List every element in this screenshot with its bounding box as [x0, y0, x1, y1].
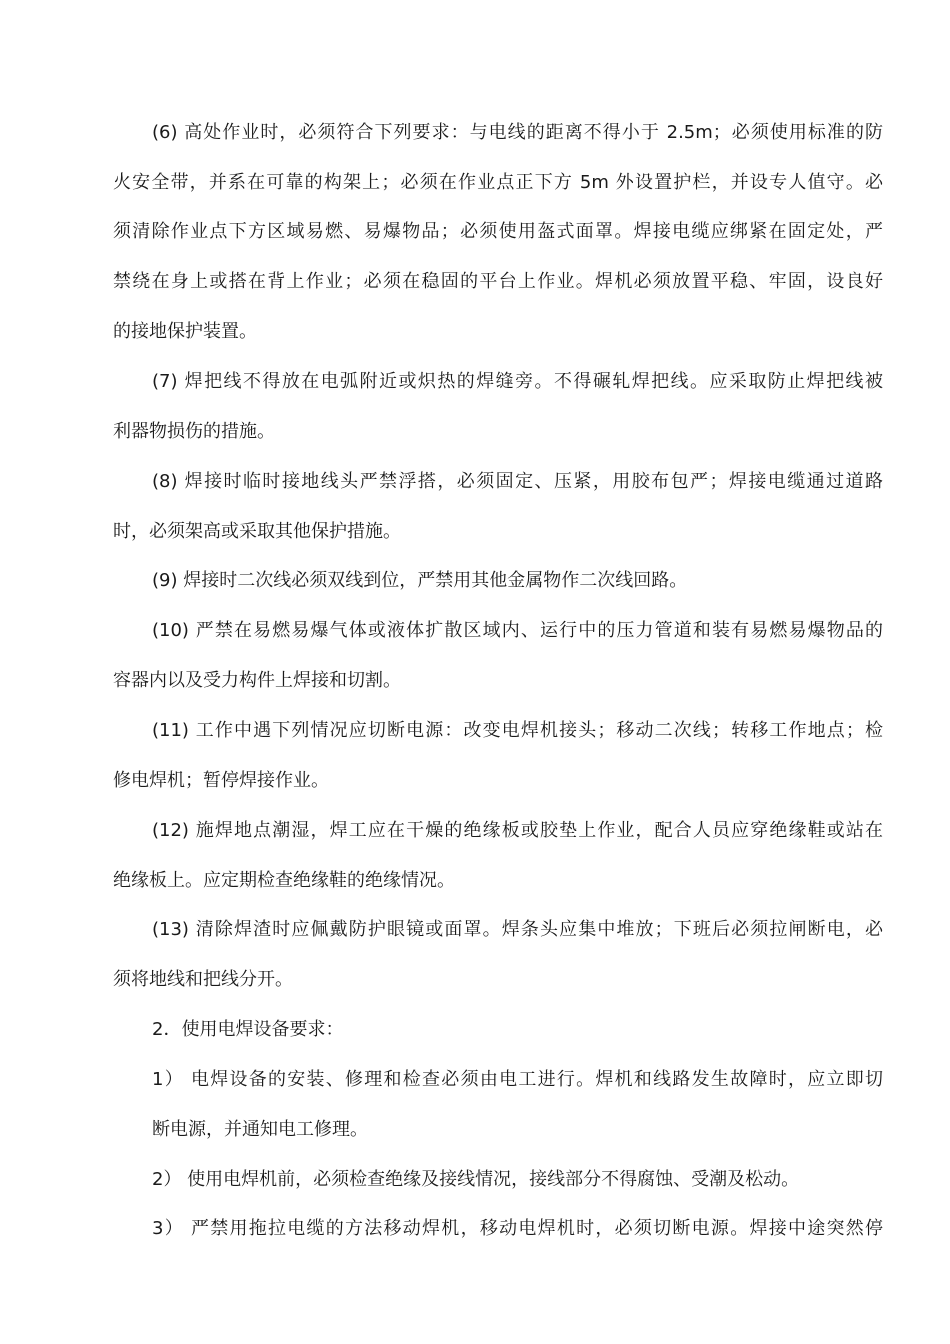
paragraph-6-line-4: 禁绕在身上或搭在背上作业；必须在稳固的平台上作业。焊机必须放置平稳、牢固，设良好: [113, 271, 883, 292]
item-1-line-2: 断电源，并通知电工修理。: [152, 1119, 368, 1140]
paragraph-6-line-2: 火安全带，并系在可靠的构架上；必须在作业点正下方 5m 外设置护栏，并设专人值守。必: [113, 172, 883, 193]
item-1-line-1: 1） 电焊设备的安装、修理和检查必须由电工进行。焊机和线路发生故障时，应立即切: [152, 1069, 883, 1090]
paragraph-10-line-2: 容器内以及受力构件上焊接和切割。: [113, 670, 401, 691]
paragraph-11-line-2: 修电焊机；暂停焊接作业。: [113, 770, 329, 791]
paragraph-11-line-1: (11) 工作中遇下列情况应切断电源：改变电焊机接头；移动二次线；转移工作地点；检: [152, 720, 883, 741]
paragraph-7-line-1: (7) 焊把线不得放在电弧附近或炽热的焊缝旁。不得碾轧焊把线。应采取防止焊把线被: [152, 371, 883, 392]
paragraph-12-line-2: 绝缘板上。应定期检查绝缘鞋的绝缘情况。: [113, 870, 455, 891]
paragraph-7-line-2: 利器物损伤的措施。: [113, 421, 275, 442]
paragraph-13-line-2: 须将地线和把线分开。: [113, 969, 293, 990]
paragraph-12-line-1: (12) 施焊地点潮湿，焊工应在干燥的绝缘板或胶垫上作业，配合人员应穿绝缘鞋或站在: [152, 820, 883, 841]
paragraph-8-line-2: 时，必须架高或采取其他保护措施。: [113, 521, 401, 542]
paragraph-6-line-1: (6) 高处作业时，必须符合下列要求：与电线的距离不得小于 2.5m；必须使用标准的防: [152, 122, 883, 143]
paragraph-10-line-1: (10) 严禁在易燃易爆气体或液体扩散区域内、运行中的压力管道和装有易燃易爆物品的: [152, 620, 883, 641]
paragraph-6-line-3: 须清除作业点下方区域易燃、易爆物品；必须使用盔式面罩。焊接电缆应绑紧在固定处，严: [113, 221, 883, 242]
paragraph-8-line-1: (8) 焊接时临时接地线头严禁浮搭，必须固定、压紧，用胶布包严；焊接电缆通过道路: [152, 471, 883, 492]
section-heading: 2．使用电焊设备要求：: [152, 1019, 344, 1040]
paragraph-9-line-1: (9) 焊接时二次线必须双线到位，严禁用其他金属物作二次线回路。: [152, 570, 688, 591]
item-2-line-1: 2） 使用电焊机前，必须检查绝缘及接线情况，接线部分不得腐蚀、受潮及松动。: [152, 1169, 800, 1190]
paragraph-13-line-1: (13) 清除焊渣时应佩戴防护眼镜或面罩。焊条头应集中堆放；下班后必须拉闸断电，必: [152, 919, 883, 940]
paragraph-6-line-5: 的接地保护装置。: [113, 321, 257, 342]
item-3-line-1: 3） 严禁用拖拉电缆的方法移动焊机，移动电焊机时，必须切断电源。焊接中途突然停: [152, 1218, 883, 1239]
